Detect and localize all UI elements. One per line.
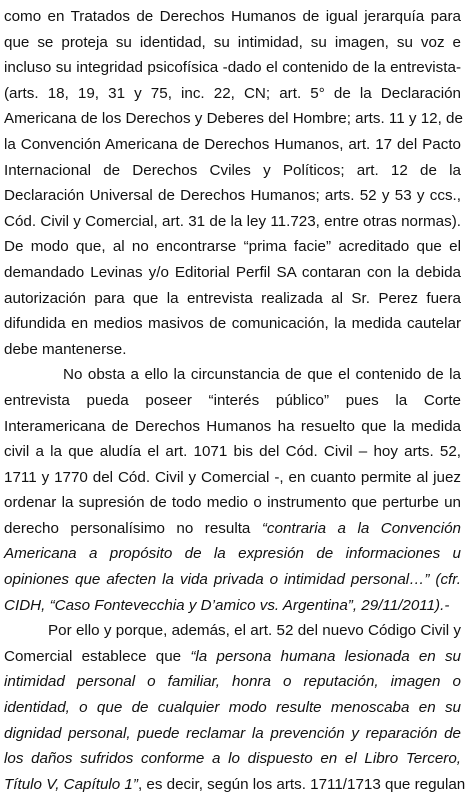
quote-text: identidad, o que de cualquier modo resulte menoscaba en su [4, 699, 461, 717]
text-line: incluso su integridad psicofísica -dado el contenido de la entrevista- [4, 59, 461, 77]
text-line [4, 669, 461, 695]
text-line: Por ello y porque, además, el art. 52 del nuevo Código Civil y [48, 622, 461, 640]
text-line: Internacional de Derechos Cviles y Políticos; art. 12 de la [4, 161, 461, 179]
text-line: civil a la que aludía el art. 1071 bis del Cód. Civil – hoy arts. 52, [4, 443, 461, 461]
text-line: 1711 y 1770 del Cód. Civil y Comercial -, en cuanto permite al juez [4, 468, 461, 486]
text-line [4, 695, 461, 721]
text-line: Interamericana de Derechos Humanos ha resuelto que la medida [4, 417, 461, 435]
text-line: autorización para que la entrevista realizada al Sr. Perez fuera [4, 289, 461, 307]
plain-text: , es decir, según los arts. 1711/1713 que regulan [137, 775, 466, 793]
text-line [4, 746, 461, 772]
plain-text: derecho personalísimo no resulta [4, 519, 262, 537]
text-line: Cód. Civil y Comercial, art. 31 de la ley 11.723, entre otras normas). [4, 212, 461, 230]
text-line: Declaración Universal de Derechos Humanos; arts. 52 y 53 y ccs., [4, 187, 461, 205]
text-line: De modo que, al no encontrarse “prima facie” acreditado que el [4, 238, 461, 256]
text-line: demandado Levinas y/o Editorial Perfil SA contaran con la debida [4, 263, 461, 281]
text-line: que se proteja su identidad, su intimidad, su imagen, su voz e [4, 33, 461, 51]
quote-text: Título V, Capítulo 1” [4, 775, 138, 793]
quote-text: “contraria a la Convención [261, 519, 461, 537]
paragraph-2 [4, 362, 461, 618]
text-line [4, 567, 461, 593]
quote-text: los daños sufridos conforme a lo dispuesto en el Libro Tercero, [4, 750, 461, 768]
text-line [4, 516, 461, 542]
quote-text: Americana a propósito de la expresión de informaciones u [4, 545, 461, 563]
plain-text: Comercial establece que [4, 647, 191, 665]
text-line: No obsta a ello la circunstancia de que el contenido de la [63, 366, 461, 384]
text-line [4, 644, 461, 670]
text-line [4, 541, 461, 567]
text-line [4, 721, 461, 747]
text-line: la Convención Americana de Derechos Humanos, art. 17 del Pacto [4, 135, 461, 153]
text-line [4, 772, 466, 797]
text-line: (arts. 18, 19, 31 y 75, inc. 22, CN; art. 5° de la Declaración [4, 84, 461, 102]
text-line: Americana de los Derechos y Deberes del Hombre; arts. 11 y 12, de [4, 110, 463, 128]
quote-text: “la persona humana lesionada en su [190, 647, 461, 665]
text-line: entrevista pueda poseer “interés público” pues la Corte [4, 391, 461, 409]
citation-text: CIDH, “Caso Fontevecchia y D’amico vs. Argentina”, 29/11/2011).- [4, 596, 450, 614]
text-line [4, 593, 461, 619]
quote-text: opiniones que afecten la vida privada o intimidad personal…” (cfr. [4, 571, 461, 589]
quote-text: dignidad personal, puede reclamar la prevención y reparación de [4, 724, 461, 742]
text-line: como en Tratados de Derechos Humanos de igual jerarquía para [4, 8, 461, 25]
text-line: debe mantenerse. [4, 340, 127, 358]
quote-text: intimidad personal o familiar, honra o reputación, imagen o [4, 673, 461, 691]
text-line: ordenar la supresión de todo medio o instrumento que perturbe un [4, 494, 461, 512]
paragraph-3 [4, 618, 466, 797]
document-page [4, 4, 466, 797]
text-line: difundida en medios masivos de comunicación, la medida cautelar [4, 315, 461, 333]
paragraph-1 [4, 4, 461, 362]
